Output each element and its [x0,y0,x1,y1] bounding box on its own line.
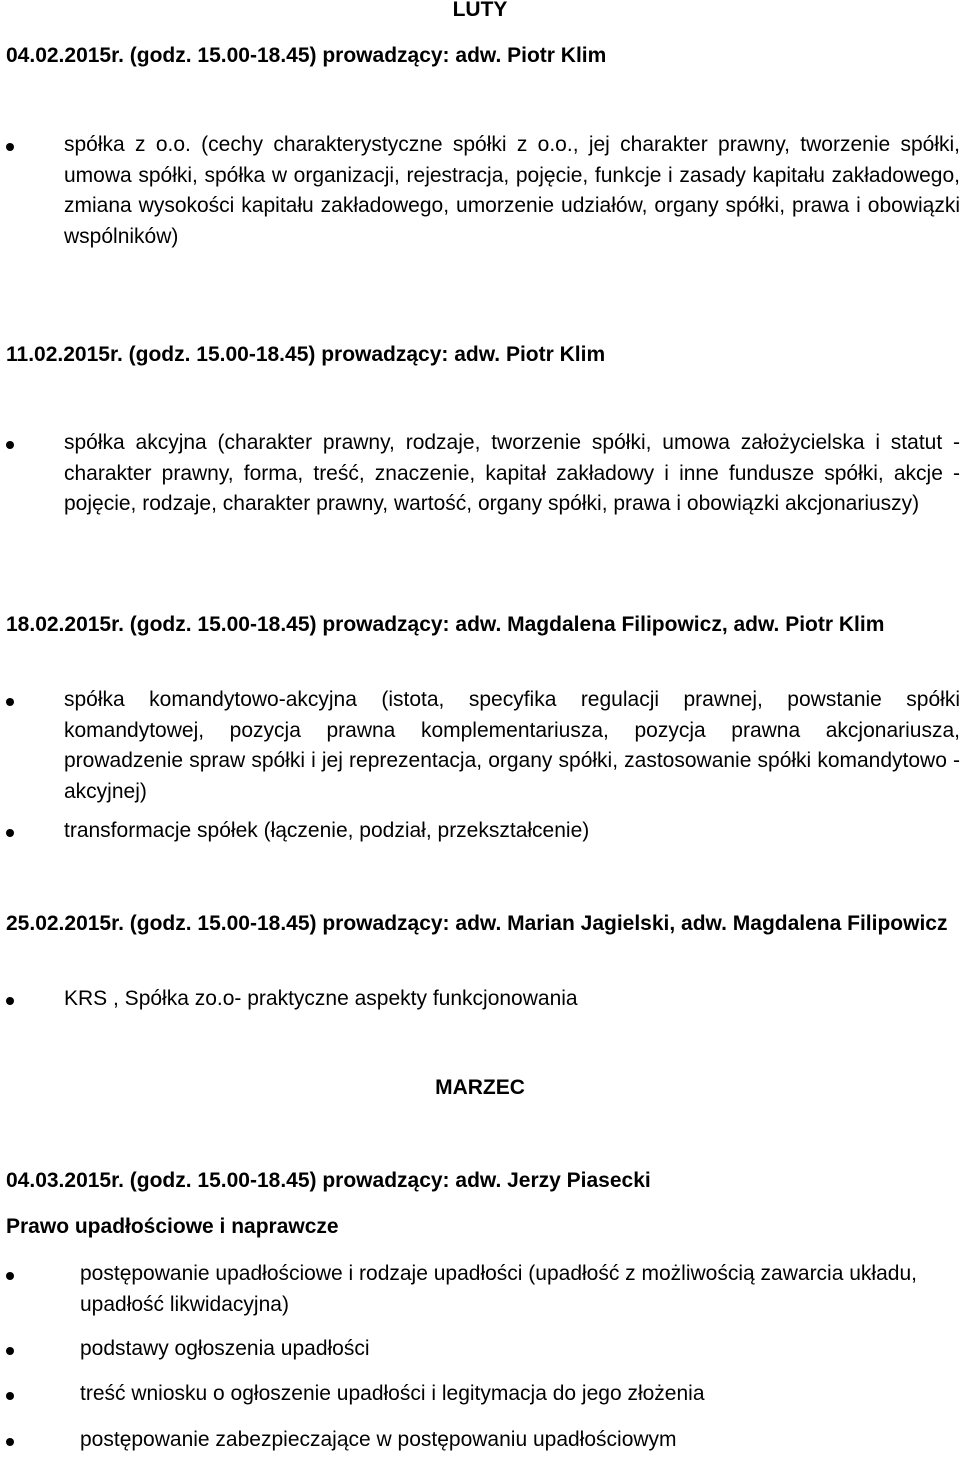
session-header: 04.02.2015r. (godz. 15.00-18.45) prowadzący: adw. Piotr Klim [6,44,607,67]
list-item [64,816,960,847]
session-header: 04.03.2015r. (godz. 15.00-18.45) prowadzący: adw. Jerzy Piasecki [6,1169,651,1192]
bullet-icon [6,829,14,837]
list-item-text: postępowanie upadłościowe i rodzaje upadłości (upadłość z możliwością zawarcia układu, upadłość likwidacyjna) [80,1262,917,1316]
session-subheader: Prawo upadłościowe i naprawcze [6,1215,339,1238]
list-item [80,1334,950,1365]
month-heading-february: LUTY [452,0,508,21]
list-item [80,1259,950,1320]
bullet-icon [6,1438,14,1446]
list-item-text: postępowanie zabezpieczające w postępowaniu upadłościowym [80,1428,677,1451]
session-header: 25.02.2015r. (godz. 15.00-18.45) prowadzący: adw. Marian Jagielski, adw. Magdalena Filipowicz [6,912,948,935]
bullet-icon [6,1347,14,1355]
bullet-icon [6,143,14,151]
bullet-icon [6,441,14,449]
bullet-icon [6,1392,14,1400]
bullet-icon [6,997,14,1005]
bullet-icon [6,1272,14,1280]
list-item-text: transformacje spółek (łączenie, podział, przekształcenie) [64,819,590,842]
list-item-text: spółka akcyjna (charakter prawny, rodzaje, tworzenie spółki, umowa założycielska i statut - charakter prawny, forma, treść, znaczenie, kapitał zakładowy i inne fundusze spółki, akcje - pojęcie, rodzaje, charakter prawny, wartość, organy spółki, prawa i obowiązki akcjonariuszy) [64,431,960,515]
list-item-text: KRS , Spółka zo.o- praktyczne aspekty funkcjonowania [64,987,578,1010]
list-item [80,1379,950,1410]
list-item-text: spółka komandytowo-akcyjna (istota, specyfika regulacji prawnej, powstanie spółki komandytowej, pozycja prawna komplementariusza, pozycja prawna akcjonariusza, prowadzenie spraw spółki i jej reprezentacja, organy spółki, zastosowanie spółki komandytowo - akcyjnej) [64,688,960,803]
list-item [64,984,960,1015]
list-item-text: treść wniosku o ogłoszenie upadłości i legitymacja do jego złożenia [80,1382,705,1405]
list-item [64,428,960,520]
list-item [64,685,960,807]
list-item [64,130,960,252]
session-header: 11.02.2015r. (godz. 15.00-18.45) prowadzący: adw. Piotr Klim [6,343,606,366]
session-header: 18.02.2015r. (godz. 15.00-18.45) prowadzący: adw. Magdalena Filipowicz, adw. Piotr Klim [6,613,885,636]
list-item-text: podstawy ogłoszenia upadłości [80,1337,370,1360]
month-heading-march: MARZEC [435,1076,525,1099]
list-item [80,1425,950,1456]
list-item-text: spółka z o.o. (cechy charakterystyczne spółki z o.o., jej charakter prawny, tworzenie spółki, umowa spółki, spółka w organizacji, rejestracja, pojęcie, funkcje i zasady kapitału zakładowego, zmiana wysokości kapitału zakładowego, umorzenie udziałów, organy spółki, prawa i obowiązki wspólników) [64,133,960,248]
bullet-icon [6,698,14,706]
